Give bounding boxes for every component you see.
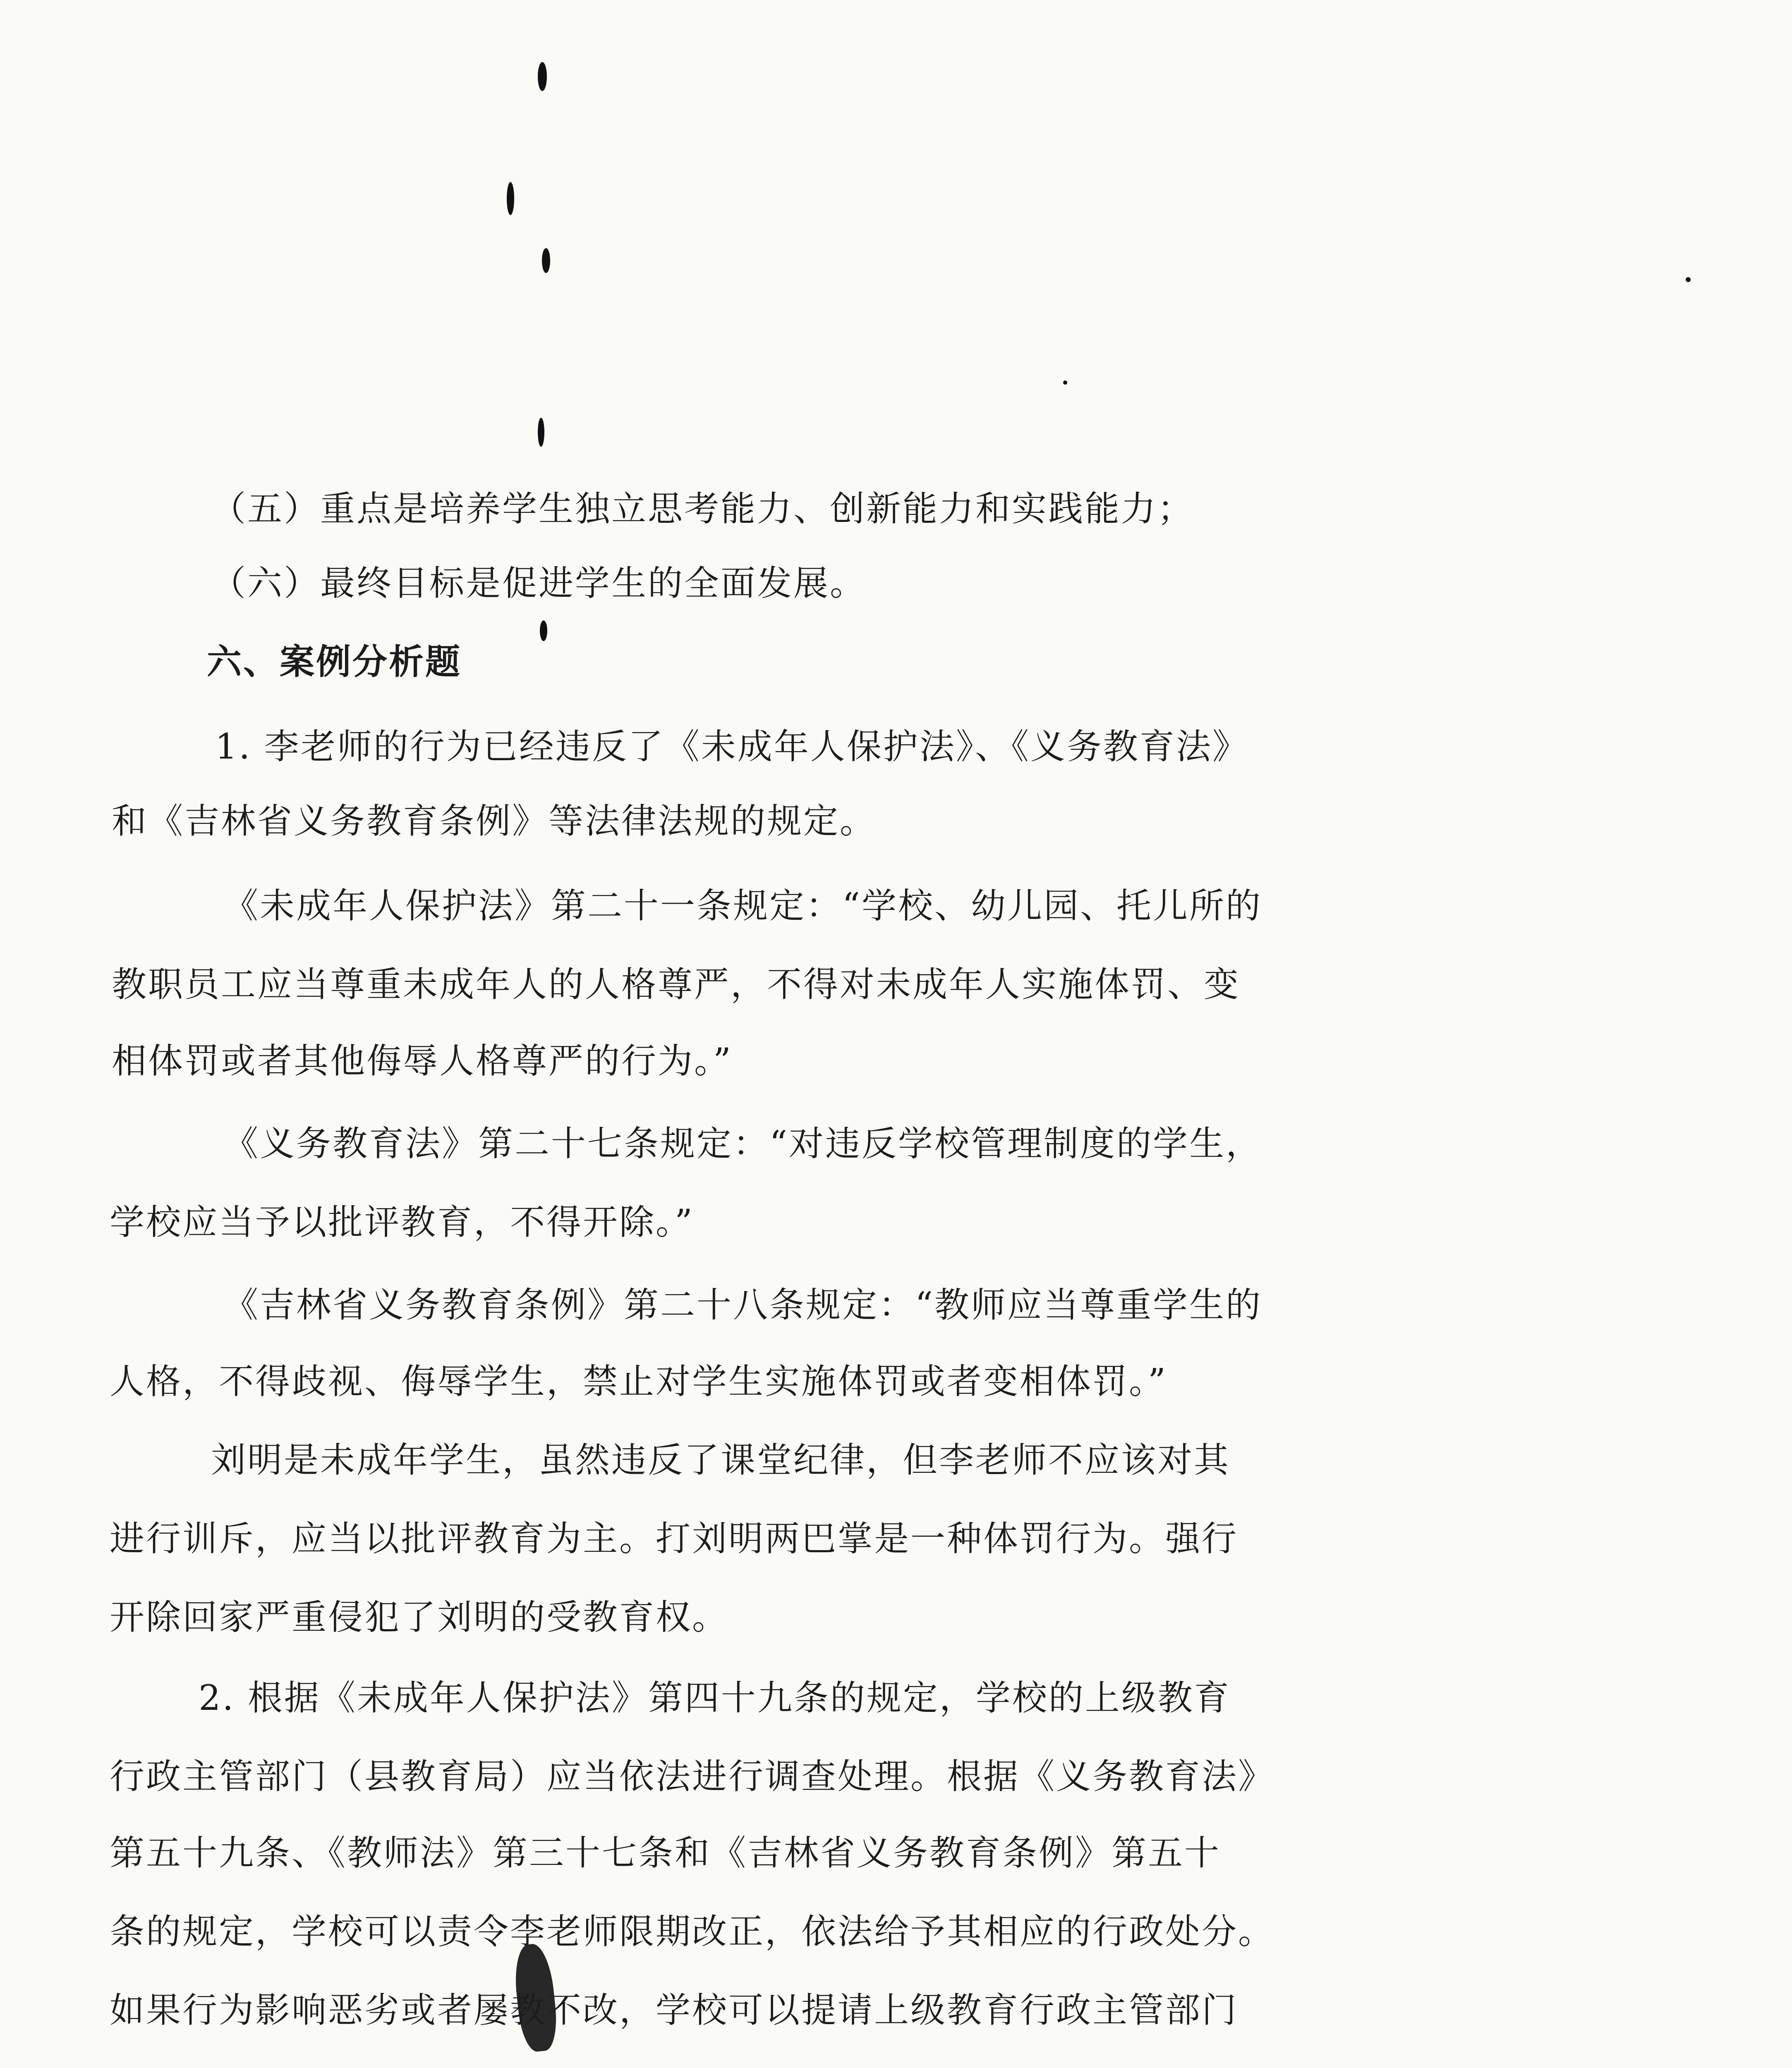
scan-speck	[540, 620, 547, 641]
text-line-2: （六）最终目标是促进学生的全面发展。	[211, 563, 867, 603]
text-line-17: 行政主管部门（县教育局）应当依法进行调查处理。根据《义务教育法》	[110, 1756, 1275, 1797]
text-line-10: 学校应当予以批评教育，不得开除。”	[110, 1202, 694, 1242]
text-line-15: 开除回家严重侵犯了刘明的受教育权。	[110, 1597, 729, 1637]
text-line-12: 人格，不得歧视、侮辱学生，禁止对学生实施体罚或者变相体罚。”	[110, 1361, 1167, 1402]
text-line-8: 相体罚或者其他侮辱人格尊严的行为。”	[112, 1041, 733, 1081]
text-line-14: 进行训斥，应当以批评教育为主。打刘明两巴掌是一种体罚行为。强行	[110, 1518, 1239, 1559]
text-line-18: 第五十九条、《教师法》第三十七条和《吉林省义务教育条例》第五十	[110, 1833, 1221, 1873]
text-line-1: （五）重点是培养学生独立思考能力、创新能力和实践能力；	[211, 488, 1194, 529]
scan-speck	[538, 418, 544, 447]
text-line-16: 2. 根据《未成年人保护法》第四十九条的规定，学校的上级教育	[199, 1678, 1231, 1718]
section-heading: 六、案例分析题	[207, 641, 462, 682]
text-line-19: 条的规定，学校可以责令李老师限期改正，依法给予其相应的行政处分。	[110, 1911, 1275, 1952]
text-line-9: 《义务教育法》第二十七条规定：“对违反学校管理制度的学生，	[223, 1123, 1262, 1164]
scan-speck	[1686, 277, 1691, 282]
text-line-11: 《吉林省义务教育条例》第二十八条规定：“教师应当尊重学生的	[223, 1285, 1262, 1325]
text-line-5: 和《吉林省义务教育条例》等法律法规的规定。	[112, 801, 877, 841]
scan-speck	[1063, 381, 1067, 385]
scan-speck	[538, 62, 547, 91]
text-line-7: 教职员工应当尊重未成年人的人格尊严，不得对未成年人实施体罚、变	[112, 964, 1241, 1005]
text-line-20: 如果行为影响恶劣或者屡教不改，学校可以提请上级教育行政主管部门	[110, 1990, 1239, 2030]
scan-speck	[507, 182, 514, 215]
text-line-13: 刘明是未成年学生，虽然违反了课堂纪律，但李老师不应该对其	[211, 1440, 1231, 1480]
text-line-4: 1. 李老师的行为已经违反了《未成年人保护法》、《义务教育法》	[215, 726, 1249, 767]
text-line-6: 《未成年人保护法》第二十一条规定：“学校、幼儿园、托儿所的	[223, 886, 1262, 926]
scan-speck	[542, 248, 550, 273]
